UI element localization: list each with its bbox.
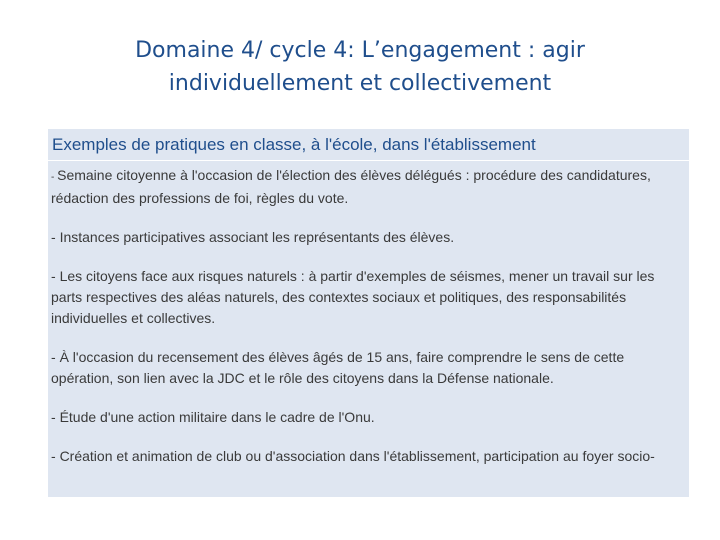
item-dash: - [51, 172, 58, 183]
item-text: À l'occasion du recensement des élèves âgés de 15 ans, faire comprendre le sens de cette opération, son lien avec la JDC et le rôle des citoyens dans la Défense nationale. [51, 349, 625, 386]
slide-title [60, 34, 660, 100]
list-item [51, 165, 683, 209]
item-dash: - [51, 229, 60, 245]
item-text: Instances participatives associant les représentants des élèves. [59, 229, 455, 245]
slide-title-line-1: Domaine 4/ cycle 4: L’engagement : agir [135, 38, 585, 63]
list-item [51, 446, 683, 467]
panel-header: Exemples de pratiques en classe, à l'école, dans l'établissement [48, 129, 689, 161]
item-text: Les citoyens face aux risques naturels : à partir d'exemples de séismes, mener un travail sur les parts respectives des aléas naturels, des contextes sociaux et politiques, des responsabilités individuelles et collectives. [51, 268, 655, 326]
list-item [51, 347, 683, 389]
item-text: Étude d'une action militaire dans le cadre de l'Onu. [59, 409, 375, 425]
list-item [51, 227, 683, 248]
list-item [51, 407, 683, 428]
item-text: Création et animation de club ou d'association dans l'établissement, participation au foyer socio- [59, 448, 655, 464]
item-dash: - [51, 409, 60, 425]
list-item [51, 266, 683, 329]
item-dash: - [51, 349, 60, 365]
examples-list [51, 165, 683, 485]
examples-panel [48, 129, 689, 497]
item-dash: - [51, 448, 60, 464]
item-text: Semaine citoyenne à l'occasion de l'élection des élèves délégués : procédure des candidatures, rédaction des professions de foi, règles du vote. [51, 167, 651, 206]
slide-title-line-2: individuellement et collectivement [168, 71, 552, 96]
item-dash: - [51, 268, 60, 284]
